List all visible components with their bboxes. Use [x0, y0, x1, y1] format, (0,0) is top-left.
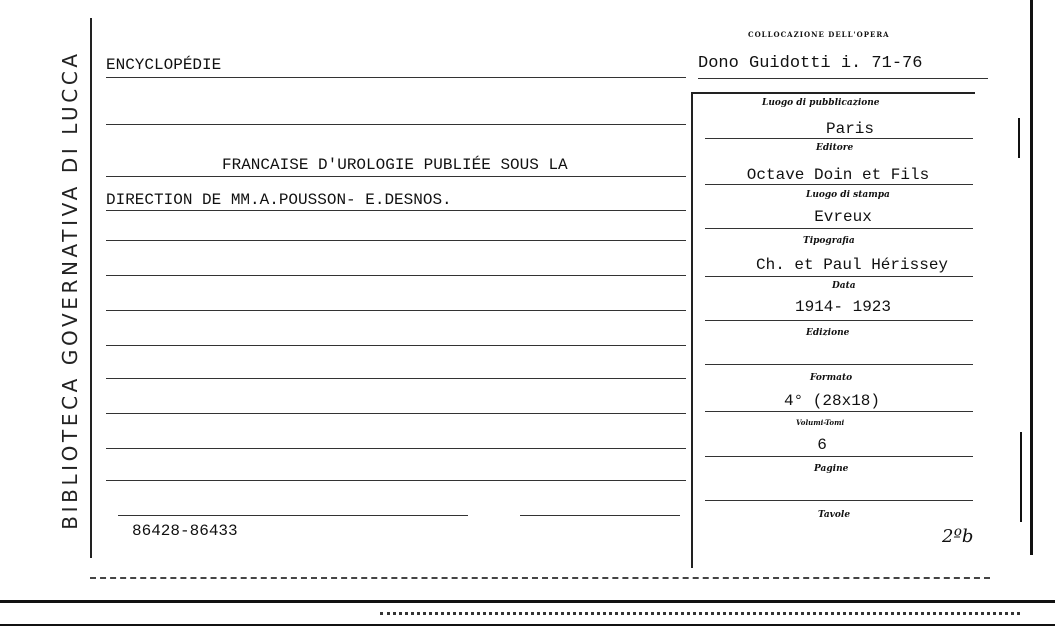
- rule-9: [106, 378, 686, 379]
- collocation-header: COLLOCAZIONE DELL'OPERA: [748, 30, 890, 39]
- rule-10: [106, 413, 686, 414]
- rule-13: [118, 515, 468, 516]
- field-rule-edition: [705, 364, 973, 365]
- field-label-date: Data: [832, 281, 856, 291]
- field-value-publisher: Octave Doin et Fils: [746, 166, 930, 184]
- rule-8: [106, 345, 686, 346]
- collocation-value: Dono Guidotti i. 71-76: [698, 54, 923, 73]
- field-label-pages: Pagine: [814, 464, 849, 474]
- rule-4: [106, 210, 686, 211]
- card-bottom-edge: [0, 600, 1055, 603]
- inventory-number: 86428-86433: [132, 522, 238, 540]
- panel-top-rule: [693, 92, 975, 94]
- field-value-place: Paris: [825, 120, 875, 138]
- rule-13b: [520, 515, 680, 516]
- field-value-print-place: Evreux: [814, 208, 872, 226]
- field-rule-publisher: [705, 184, 973, 185]
- field-label-publisher: Editore: [816, 143, 854, 153]
- field-rule-place: [705, 138, 973, 139]
- field-value-volumes: 6: [817, 436, 827, 454]
- library-stamp: BIBLIOTECA GOVERNATIVA DI LUCCA: [58, 50, 82, 530]
- card-bottom-edge-2: [0, 624, 1055, 626]
- rule-5: [106, 240, 686, 241]
- field-rule-volumes: [705, 456, 973, 457]
- field-rule-printer: [705, 276, 973, 277]
- field-label-plates: Tavole: [818, 510, 851, 520]
- card-right-fold-2: [1020, 432, 1022, 522]
- rule-7: [106, 310, 686, 311]
- field-value-format: 4° (28x18): [783, 392, 881, 410]
- field-value-printer: Ch. et Paul Hérissey: [755, 256, 949, 274]
- field-rule-pages: [705, 500, 973, 501]
- card-bottom-texture: [380, 612, 1020, 615]
- rule-3: [106, 176, 686, 177]
- rule-6: [106, 275, 686, 276]
- field-label-print-place: Luogo di stampa: [806, 190, 890, 200]
- rule-11: [106, 448, 686, 449]
- field-value-date: 1914- 1923: [794, 298, 892, 316]
- field-rule-format: [705, 411, 973, 412]
- card-bottom-dashes: [90, 577, 990, 579]
- field-label-edition: Edizione: [806, 328, 850, 338]
- margin-rule: [90, 18, 92, 558]
- handwritten-note: 2ºb: [942, 526, 974, 547]
- field-label-format: Formato: [810, 373, 853, 383]
- title-line-2: FRANCAISE D'UROLOGIE PUBLIÉE SOUS LA: [222, 156, 568, 174]
- title-line-3: DIRECTION DE MM.A.POUSSON- E.DESNOS.: [106, 191, 452, 209]
- field-label-place: Luogo di pubblicazione: [762, 98, 880, 108]
- collocation-rule: [698, 78, 988, 79]
- field-label-printer: Tipografia: [803, 236, 855, 246]
- field-rule-date: [705, 320, 973, 321]
- rule-2: [106, 124, 686, 125]
- panel-left-rule: [691, 92, 693, 568]
- title-line-1: ENCYCLOPÉDIE: [106, 56, 222, 74]
- card-right-edge: [1030, 0, 1033, 555]
- rule-1: [106, 77, 686, 78]
- field-label-volumes: Volumi-Tomi: [796, 418, 845, 427]
- field-rule-print-place: [705, 228, 973, 229]
- rule-12: [106, 480, 686, 481]
- card-right-fold: [1018, 118, 1020, 158]
